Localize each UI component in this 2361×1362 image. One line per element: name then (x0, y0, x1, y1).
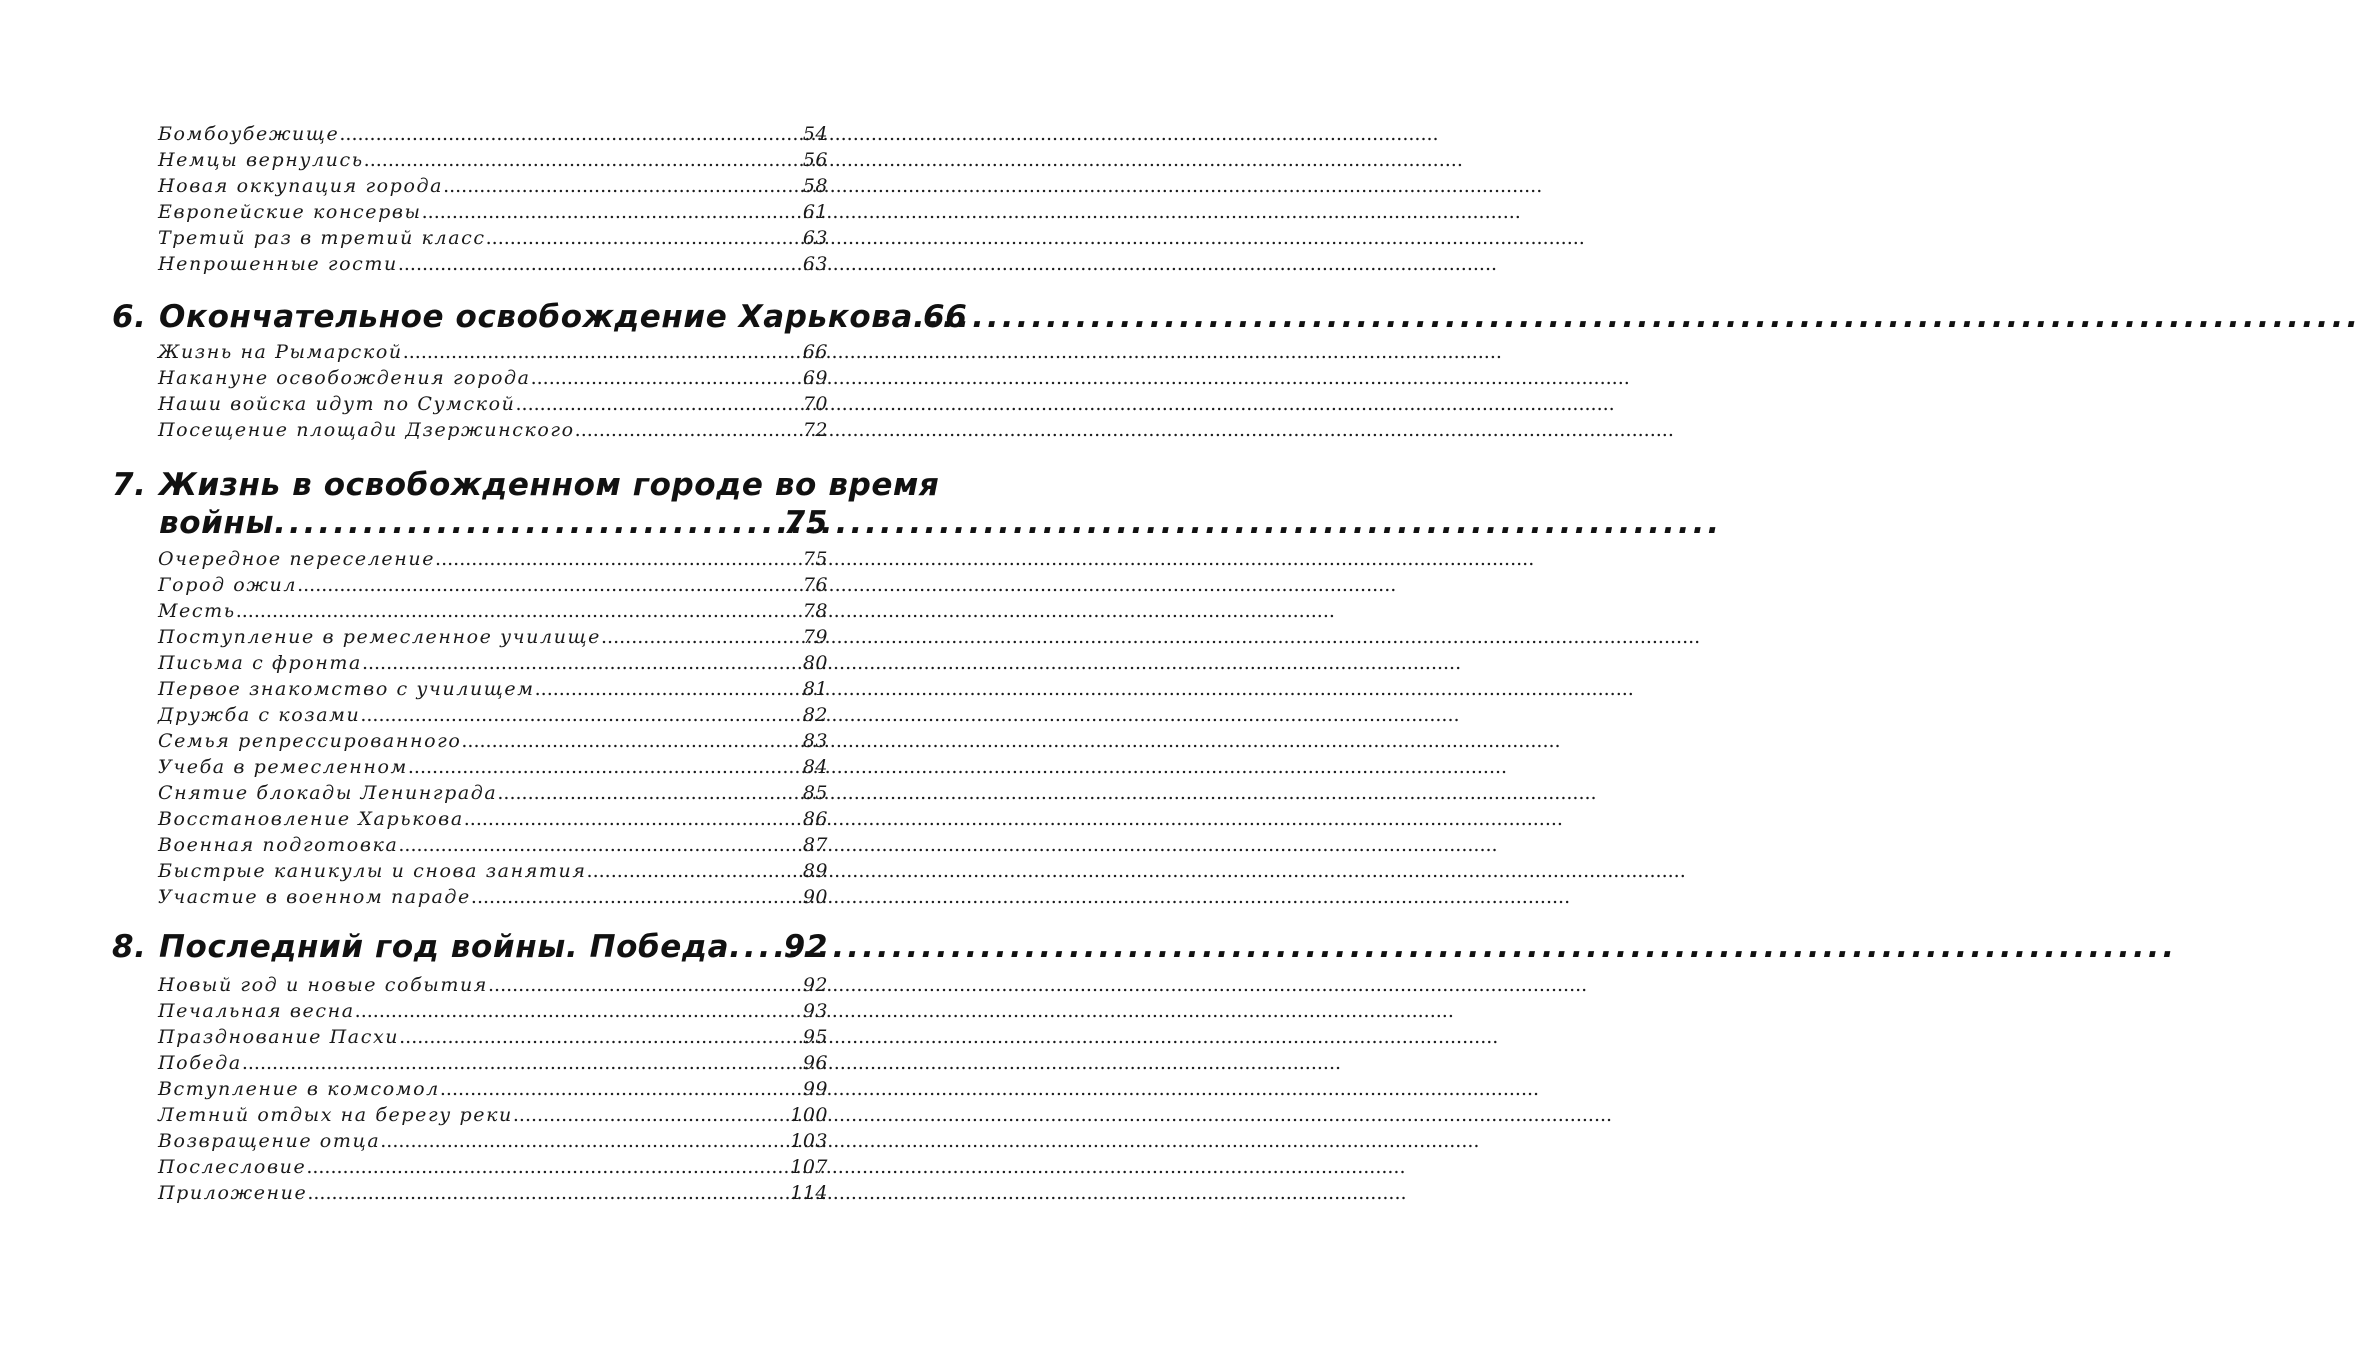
entry-page: 75 (802, 548, 828, 570)
entry-title: Летний отдых на берегу реки (158, 1104, 513, 1126)
entry-page: 78 (802, 600, 828, 622)
chapter-page: 92 (783, 929, 828, 965)
entry-page: 80 (802, 652, 828, 674)
entry-page: 84 (802, 756, 828, 778)
entry-page: 96 (802, 1052, 828, 1074)
dot-leader (236, 600, 803, 622)
toc-entry[interactable] (158, 782, 828, 808)
entry-page: 61 (802, 201, 828, 223)
chapter-number: 7. (112, 467, 147, 503)
toc-group-chapter-7 (158, 548, 828, 912)
chapter-page: 66 (923, 299, 968, 335)
entry-title: Победа (158, 1052, 242, 1074)
entry-title: Очередное переселение (158, 548, 436, 570)
chapter-title: Окончательное освобождение Харькова (159, 299, 914, 335)
toc-page (0, 0, 968, 1362)
toc-entry[interactable] (158, 1130, 828, 1156)
chapter-number: 8. (112, 929, 147, 965)
dot-leader (471, 886, 803, 908)
entry-title: Посещение площади Дзержинского (158, 419, 575, 441)
dot-leader (408, 756, 803, 778)
toc-entry[interactable] (158, 626, 828, 652)
dot-leader (488, 974, 803, 996)
chapter-heading-7[interactable] (112, 467, 940, 543)
entry-title: Быстрые каникулы и снова занятия (158, 860, 587, 882)
entry-page: 63 (802, 227, 828, 249)
toc-entry[interactable] (158, 341, 828, 367)
dot-leader (461, 730, 802, 752)
dot-leader (307, 1182, 790, 1204)
entry-page: 82 (802, 704, 828, 726)
entry-page: 100 (790, 1104, 828, 1126)
dot-leader (601, 626, 803, 648)
toc-group-chapter-5 (158, 123, 828, 279)
dot-leader (398, 834, 802, 856)
entry-page: 87 (802, 834, 828, 856)
dot-leader (339, 123, 802, 145)
dot-leader (380, 1130, 790, 1152)
dot-leader (443, 175, 803, 197)
toc-entry[interactable] (158, 808, 828, 834)
entry-page: 70 (802, 393, 828, 415)
toc-entry[interactable] (158, 1156, 828, 1182)
dot-leader (435, 548, 803, 570)
entry-title: Наши войска идут по Сумской (158, 393, 516, 415)
dot-leader (398, 253, 803, 275)
dot-leader (486, 227, 803, 249)
toc-entry[interactable] (158, 1104, 828, 1130)
chapter-heading-6[interactable] (112, 299, 968, 337)
entry-title: Европейские консервы (158, 201, 422, 223)
dot-leader (399, 1026, 803, 1048)
entry-title: Печальная весна (158, 1000, 355, 1022)
entry-title: Новый год и новые события (158, 974, 488, 996)
entry-title: Поступление в ремесленное училище (158, 626, 602, 648)
dot-leader (535, 678, 803, 700)
entry-title: Третий раз в третий класс (158, 227, 486, 249)
toc-entry[interactable] (158, 123, 828, 149)
entry-page: 95 (802, 1026, 828, 1048)
entry-title: Восстановление Харькова (158, 808, 464, 830)
entry-title: Семья репрессированного (158, 730, 462, 752)
toc-entry[interactable] (158, 393, 828, 419)
entry-title: Вступление в комсомол (158, 1078, 440, 1100)
entry-title: Дружба с козами (158, 704, 361, 726)
dot-leader (575, 419, 803, 441)
dot-leader (355, 1000, 803, 1022)
toc-entry[interactable] (158, 1026, 828, 1052)
toc-entry[interactable] (158, 1000, 828, 1026)
entry-title: Новая оккупация города (158, 175, 444, 197)
toc-entry[interactable] (158, 253, 828, 279)
entry-page: 93 (802, 1000, 828, 1022)
toc-entry[interactable] (158, 756, 828, 782)
entry-page: 114 (790, 1182, 828, 1204)
toc-entry[interactable] (158, 1052, 828, 1078)
entry-title: Бомбоубежище (158, 123, 340, 145)
dot-leader (297, 574, 803, 596)
dot-leader (242, 1052, 803, 1074)
dot-leader (913, 299, 923, 335)
entry-page: 76 (802, 574, 828, 596)
entry-title: Месть (158, 600, 236, 622)
toc-entry[interactable] (158, 149, 828, 175)
entry-page: 90 (802, 886, 828, 908)
entry-title: Немцы вернулись (158, 149, 364, 171)
entry-title: Письма с фронта (158, 652, 362, 674)
chapter-page: 75 (783, 505, 828, 541)
dot-leader (364, 149, 803, 171)
toc-entry[interactable] (158, 834, 828, 860)
entry-page: 103 (790, 1130, 828, 1152)
entry-page: 56 (802, 149, 828, 171)
toc-entry[interactable] (158, 886, 828, 912)
entry-title: Приложение (158, 1182, 308, 1204)
entry-page: 99 (802, 1078, 828, 1100)
entry-title: Накануне освобождения города (158, 367, 531, 389)
dot-leader (422, 201, 803, 223)
dot-leader (464, 808, 803, 830)
entry-title: Празднование Пасхи (158, 1026, 400, 1048)
toc-group-chapter-8 (158, 974, 828, 1208)
chapter-heading-8[interactable] (112, 929, 828, 967)
toc-entry[interactable] (158, 367, 828, 393)
dot-leader (403, 341, 803, 363)
entry-title: Участие в военном параде (158, 886, 471, 908)
entry-page: 107 (790, 1156, 828, 1178)
entry-page: 81 (802, 678, 828, 700)
toc-entry[interactable] (158, 704, 828, 730)
dot-leader (306, 1156, 790, 1178)
chapter-title-line-2: войны (159, 505, 275, 541)
entry-title: Жизнь на Рымарской (158, 341, 403, 363)
entry-title: Послесловие (158, 1156, 307, 1178)
toc-group-chapter-6 (158, 341, 828, 445)
toc-entry[interactable] (158, 548, 828, 574)
toc-entry[interactable] (158, 860, 828, 886)
entry-title: Военная подготовка (158, 834, 399, 856)
dot-leader (513, 1104, 790, 1126)
toc-entry[interactable] (158, 730, 828, 756)
dot-leader (360, 704, 802, 726)
toc-entry[interactable] (158, 175, 828, 201)
entry-title: Непрошенные гости (158, 253, 398, 275)
entry-page: 83 (802, 730, 828, 752)
entry-page: 72 (802, 419, 828, 441)
toc-entry[interactable] (158, 974, 828, 1000)
toc-entry[interactable] (158, 1078, 828, 1104)
dot-leader (729, 929, 784, 965)
toc-entry[interactable] (158, 227, 828, 253)
toc-entry[interactable] (158, 574, 828, 600)
entry-page: 92 (802, 974, 828, 996)
dot-leader (274, 505, 784, 541)
entry-page: 69 (802, 367, 828, 389)
toc-entry[interactable] (158, 600, 828, 626)
toc-entry[interactable] (158, 678, 828, 704)
entry-page: 86 (802, 808, 828, 830)
entry-page: 54 (802, 123, 828, 145)
dot-leader (531, 367, 803, 389)
dot-leader (587, 860, 803, 882)
toc-entry[interactable] (158, 1182, 828, 1208)
entry-page: 66 (802, 341, 828, 363)
entry-title: Возвращение отца (158, 1130, 381, 1152)
toc-entry[interactable] (158, 201, 828, 227)
entry-page: 79 (802, 626, 828, 648)
chapter-title-line-1: Жизнь в освобожденном городе во время (159, 467, 940, 503)
toc-entry[interactable] (158, 419, 828, 445)
chapter-title: Последний год войны. Победа (159, 929, 730, 965)
dot-leader (497, 782, 802, 804)
entry-page: 58 (802, 175, 828, 197)
dot-leader (516, 393, 803, 415)
dot-leader (362, 652, 803, 674)
dot-leader (440, 1078, 803, 1100)
chapter-number: 6. (112, 299, 147, 335)
entry-title: Первое знакомство с училищем (158, 678, 535, 700)
entry-title: Учеба в ремесленном (158, 756, 408, 778)
entry-page: 85 (802, 782, 828, 804)
entry-title: Город ожил (158, 574, 298, 596)
toc-entry[interactable] (158, 652, 828, 678)
entry-page: 63 (802, 253, 828, 275)
entry-page: 89 (802, 860, 828, 882)
entry-title: Снятие блокады Ленинграда (158, 782, 498, 804)
